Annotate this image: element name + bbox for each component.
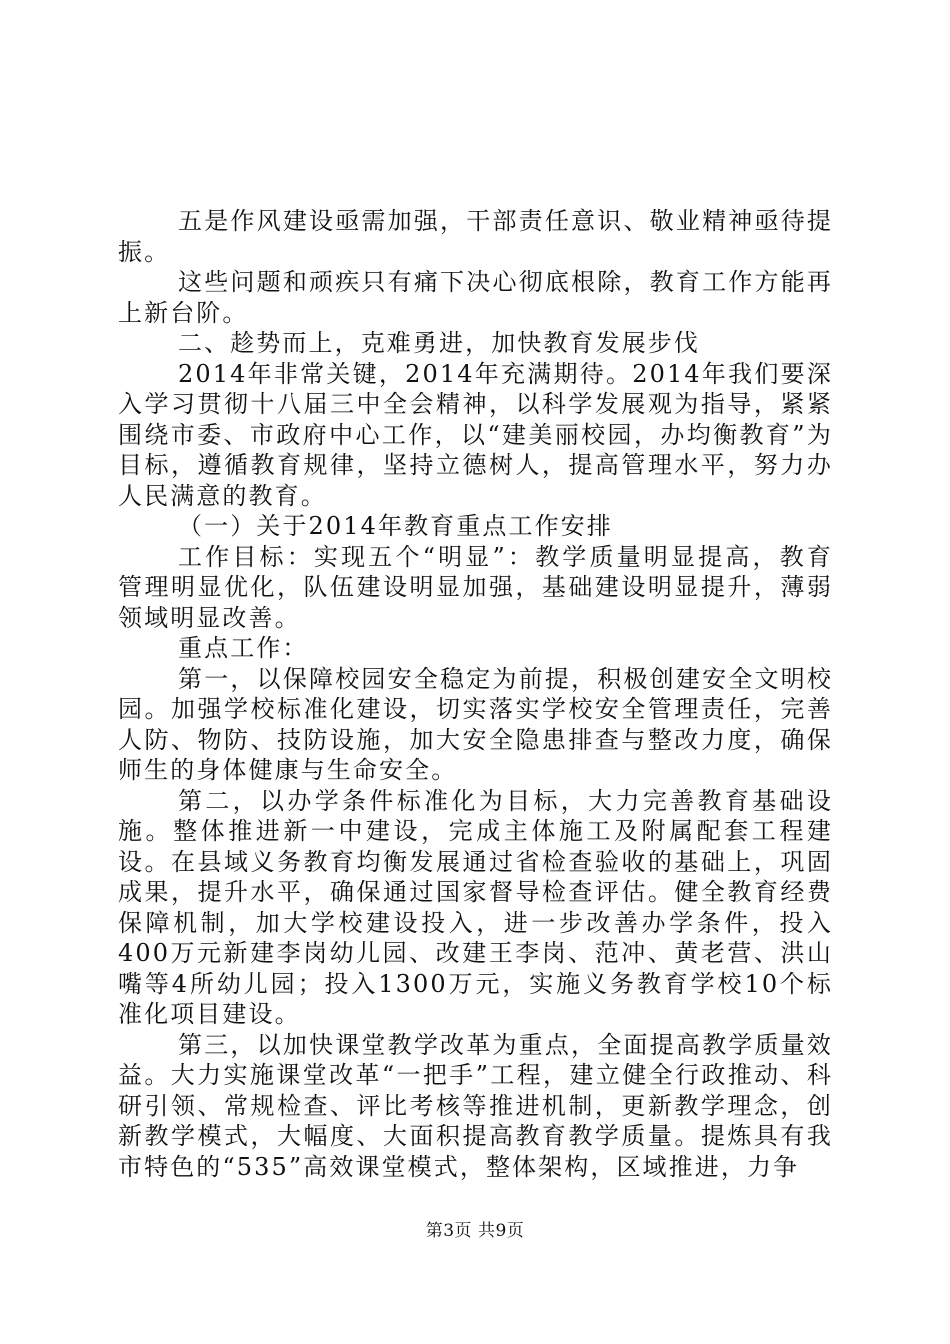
paragraph-first-item: 第一，以保障校园安全稳定为前提，积极创建安全文明校园。加强学校标准化建设，切实落实学校安全管理责任，完善人防、物防、技防设施，加大安全隐患排查与整改力度，确保师生的身体健康与生命安全。 — [118, 664, 833, 784]
paragraph-2014-overview: 2014年非常关键，2014年充满期待。2014年我们要深入学习贯彻十八届三中全会精神，以科学发展观为指导，紧紧围绕市委、市政府中心工作，以“建美丽校园，办均衡教育”为目标，遵循教育规律，坚持立德树人，提高管理水平，努力办人民满意的教育。 — [118, 359, 833, 510]
section-heading-two: 二、趁势而上，克难勇进，加快教育发展步伐 — [178, 329, 700, 357]
paragraph-work-style: 五是作风建设亟需加强，干部责任意识、敬业精神亟待提振。 — [118, 207, 833, 266]
paragraph-third-item: 第三，以加快课堂教学改革为重点，全面提高教学质量效益。大力实施课堂改革“一把手”工程，建立健全行政推动、科研引领、常规检查、评比考核等推进机制，更新教学理念，创新教学模式，大幅度、大面积提高教育教学质量。提炼具有我市特色的“535”高效课堂模式，整体架构，区域推进，力争 — [118, 1030, 833, 1181]
paragraph-work-goals: 工作目标：实现五个“明显”：教学质量明显提高，教育管理明显优化，队伍建设明显加强，基础建设明显提升，薄弱领域明显改善。 — [118, 542, 833, 632]
subsection-heading-one: （一）关于2014年教育重点工作安排 — [178, 512, 613, 540]
paragraph-problems: 这些问题和顽疾只有痛下决心彻底根除，教育工作方能再上新台阶。 — [118, 268, 833, 327]
paragraph-second-item: 第二，以办学条件标准化为目标，大力完善教育基础设施。整体推进新一中建设，完成主体施工及附属配套工程建设。在县域义务教育均衡发展通过省检查验收的基础上，巩固成果，提升水平，确保通过国家督导检查评估。健全教育经费保障机制，加大学校建设投入，进一步改善办学条件，投入400万元新建李岗幼儿园、改建王李岗、范冲、黄老营、洪山嘴等4所幼儿园；投入1300万元，实施义务教育学校10个标准化项目建设。 — [118, 786, 833, 1028]
document-body — [118, 206, 833, 1182]
paragraph-key-work-label: 重点工作： — [178, 634, 309, 662]
page-footer: 第3页 共9页 — [425, 1221, 525, 1241]
